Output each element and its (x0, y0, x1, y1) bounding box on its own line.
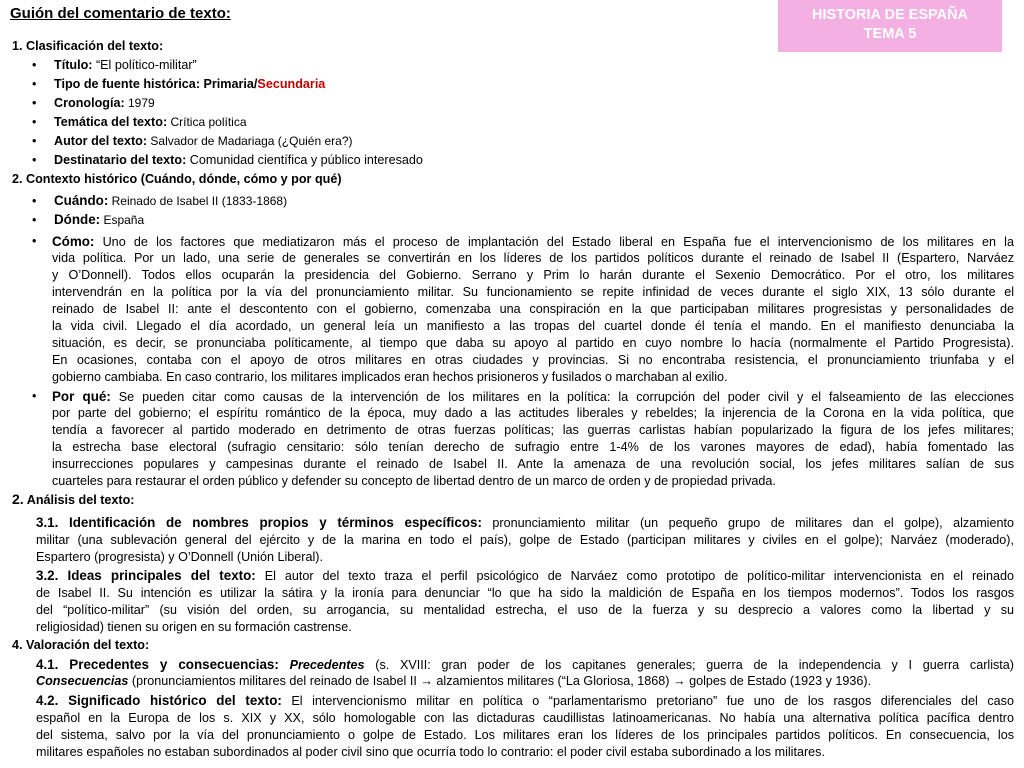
bullet-mark: • (32, 153, 37, 167)
destinatario-label: Destinatario del texto: (54, 153, 187, 167)
bullet-mark: • (32, 389, 37, 403)
section2-heading: 2. Contexto histórico (Cuándo, dónde, cómo y por qué) (12, 172, 342, 186)
s42-line-3: del sistema, salvo por la vía del pronunciamiento o golpe de Estado. Los militares eran los líderes de los principales partidos políticos. En consecuencia, los (36, 728, 1014, 742)
s41-text-2b: alzamientos militares (“La Gloriosa, 1868) (432, 674, 673, 688)
como-line-3: y O’Donnell). Todos ellos ocuparán la presidencia del Gobierno. Serrano y Prim lo harán durante el Sexenio Democrático. Por el otro, los militares (52, 268, 1014, 282)
como-line-7: situación, es decir, se pronunciaba políticamente, al tiempo que daba su apoyo al partido en cuyo nombre lo hacía (normalmente el Partido Progresista). (52, 336, 1014, 350)
subject-badge (778, 0, 1002, 52)
como-line-2: vida política. Por un lado, una serie de generales se convertirán en los líderes de los partidos políticos durante el reinado de Isabel II (Espartero, Narváez (52, 251, 1014, 265)
bullet-titulo (32, 57, 197, 74)
porque-text: Se pueden citar como causas de la intervención de los militares en la política: la corrupción del poder civil y el falseamiento de las elecciones (110, 390, 1014, 404)
s41-text-2c: golpes de Estado (1923 y 1936). (685, 674, 872, 688)
destinatario-value: Comunidad científica y público interesado (186, 153, 423, 167)
s41-text-1: (s. XVIII: gran poder de los capitanes generales; guerra de la independencia y I guerra carlista) (364, 658, 1014, 672)
s42-text: El intervencionismo militar en política o “parlamentarismo pretoriano” fue uno de los rasgos diferenciales del caso (281, 694, 1014, 708)
bullet-cronologia (32, 95, 155, 112)
s41-line-2 (36, 673, 1014, 690)
s42-line-1 (36, 692, 1014, 710)
s42-line-4: militares españoles no estaban subordinados al poder civil sino que ocurría todo lo contrario: el poder civil estaba subordinado a los militares. (36, 745, 825, 759)
como-line-1 (52, 233, 1014, 251)
titulo-value: “El político-militar” (92, 58, 197, 72)
s32-line-3: del “político-militar” (su visión del orden, su arrogancia, su mentalidad estrecha, el uso de la fuerza y su desprecio a valores como la libertad y su (36, 603, 1014, 617)
bullet-mark: • (32, 58, 37, 72)
como-line-8: En ocasiones, contaba con el apoyo de otros militares en otras ciudades y provincias. Si no encontraba resistencia, el pronunciamiento triunfaba y el (52, 353, 1014, 367)
bullet-tipo (32, 76, 325, 93)
porque-line-3: tendía a favorecer al partido moderado en detrimento de otras fuerzas políticas; las guerras carlistas habían popularizado la figura de los jefes militares; (52, 423, 1014, 437)
bullet-mark: • (32, 77, 37, 91)
porque-label: Por qué: (52, 389, 111, 404)
cuando-label: Cuándo: (54, 193, 109, 208)
porque-line-6: cuarteles para restaurar el orden público y defender su concepto de libertad dentro de un marco de orden y de propiedad privada. (52, 474, 776, 488)
section4-heading: 4. Valoración del texto: (12, 638, 150, 652)
tematica-value: Crítica política (167, 115, 247, 129)
bullet-destinatario (32, 152, 423, 169)
s32-line-1 (36, 567, 1014, 585)
s42-line-2: español en la Europa de los s. XIX y XX, sólo homologable con las dictaduras caudillistas latinoamericanas. No había una alternativa política pacífica dentro (36, 711, 1014, 725)
s41-text-2a: (pronunciamientos militares del reinado de Isabel II (128, 674, 421, 688)
bullet-mark: • (32, 96, 37, 110)
cronologia-label: Cronología: (54, 96, 125, 110)
section3-heading (12, 491, 135, 509)
s31-text: pronunciamiento militar (un pequeño grupo de militares dan el golpe), alzamiento (481, 516, 1014, 530)
arrow-icon: → (420, 674, 433, 688)
s31-line-2: militar (una sublevación general del ejército y de la marina en todo el país), golpe de Estado (participan militares y civiles en el golpe); Narváez (moderado), (36, 533, 1014, 547)
porque-line-2: por parte del gobierno; el espíritu romántico de la época, muy dado a las actitudes liberales y rebeldes; la injerencia de la Corona en la vida política, que (52, 406, 1014, 420)
badge-topic: TEMA 5 (863, 26, 917, 42)
tipo-label: Tipo de fuente histórica: Primaria/ (54, 77, 258, 91)
bullet-cuando (32, 192, 287, 210)
consecuencias-label: Consecuencias (36, 674, 129, 688)
bullet-mark: • (32, 194, 37, 208)
bullet-autor (32, 133, 353, 150)
autor-value: Salvador de Madariaga (¿Quién era?) (147, 134, 353, 148)
como-text: Uno de los factores que mediatizaron más el proceso de implantación del Estado liberal en España fue el intervencionismo de los militares en la (94, 235, 1014, 249)
bullet-mark: • (32, 213, 37, 227)
s32-line-4: religiosidad) tienen su origen en su formación castrense. (36, 620, 352, 634)
bullet-mark: • (32, 134, 37, 148)
section3-title: Análisis del texto: (23, 493, 135, 507)
s41-line-1 (36, 656, 1014, 674)
s31-line-3: Espartero (progresista) y O’Donnell (Unión Liberal). (36, 550, 323, 564)
bullet-mark: • (32, 234, 37, 248)
donde-label: Dónde: (54, 212, 101, 227)
s32-text: El autor del texto traza el perfil psicológico de Narváez como prototipo de político-militar intervencionista en el reinado (255, 569, 1014, 583)
tematica-label: Temática del texto: (54, 115, 168, 129)
tipo-value: Secundaria (257, 77, 326, 91)
como-line-4: intervendrán en la política por la vía del pronunciamiento militar. Su funcionamiento se repite infinidad de veces durante el siglo XIX, 13 sólo durante el (52, 285, 1014, 299)
bullet-donde (32, 211, 144, 229)
cronologia-value: 1979 (124, 96, 155, 110)
como-label: Cómo: (52, 234, 95, 249)
section1-heading: 1. Clasificación del texto: (12, 39, 164, 53)
autor-label: Autor del texto: (54, 134, 148, 148)
s32-label: 3.2. Ideas principales del texto: (36, 568, 256, 583)
arrow-icon: → (673, 674, 686, 688)
titulo-label: Título: (54, 58, 93, 72)
bullet-mark: • (32, 115, 37, 129)
s31-label: 3.1. Identificación de nombres propios y términos específicos: (36, 515, 482, 530)
badge-subject: HISTORIA DE ESPAÑA (811, 7, 969, 23)
cuando-value: Reinado de Isabel II (1833-1868) (108, 194, 288, 208)
porque-line-4: la estrecha base electoral (sufragio censitario: sólo tenían derecho de sufragio entre 1-4% de los varones mayores de edad), había fomentado las (52, 440, 1014, 454)
porque-line-5: insurrecciones populares y campesinas durante el reinado de Isabel II. Ante la amenaza de una revolución social, los jefes militares salían de sus (52, 457, 1014, 471)
s32-line-2: de Isabel II. Su intención es utilizar la sátira y la ironía para denunciar “lo que ha sido la maldición de España en los tiempos modernos”. Todos los rasgos (36, 586, 1014, 600)
s31-line-1 (36, 514, 1014, 532)
como-line-6: la vida civil. Llegado el día acordado, un general leía un manifiesto a las tropas del cuartel donde él tenía el mando. En el manifiesto denunciaba la (52, 319, 1014, 333)
s41-label: 4.1. Precedentes y consecuencias: (36, 657, 279, 672)
bullet-tematica (32, 114, 247, 131)
bullet-porque (32, 388, 54, 405)
s42-label: 4.2. Significado histórico del texto: (36, 693, 282, 708)
como-line-9: gobierno cambiaba. En caso contrario, los militares implicados eran hechos prisioneros y fusilados o marchaban al exilio. (52, 370, 728, 384)
como-line-5: reinado de Isabel II: ante el descontento con el gobierno, comenzaba una conspiración en la que participaban militares progresistas y personalidades de (52, 302, 1014, 316)
page-title: Guión del comentario de texto: (10, 5, 231, 22)
porque-line-1 (52, 388, 1014, 406)
section3-number: 2. (12, 491, 24, 507)
precedentes-label: Precedentes (289, 658, 365, 672)
donde-value: España (100, 213, 145, 227)
